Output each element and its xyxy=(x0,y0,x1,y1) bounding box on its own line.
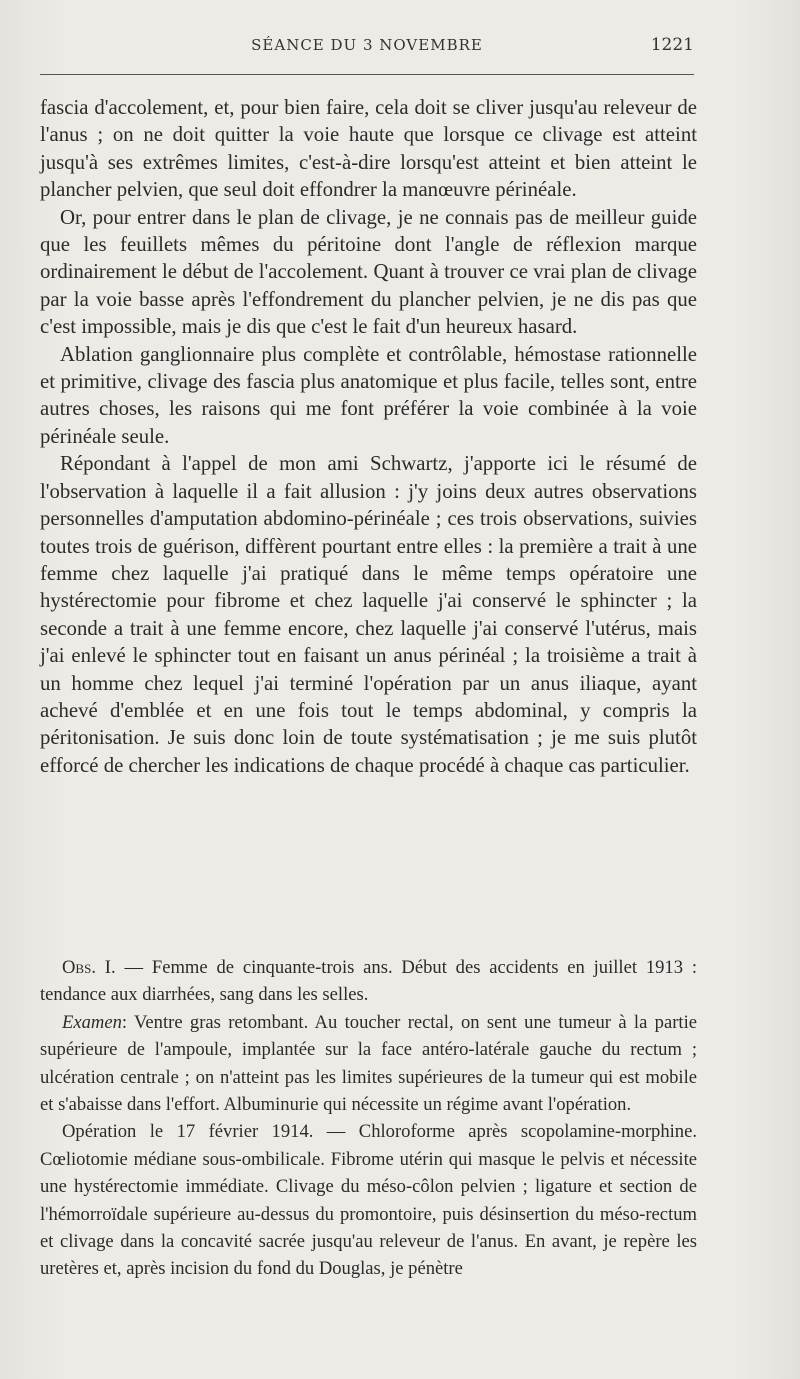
exam-text: : Ventre gras retombant. Au toucher rectal, on sent une tumeur à la partie supérieure de l'ampoule, implantée sur la face antéro-latérale gauche du rectum ; ulcération centrale ; on n'atteint pas les limites supérieures de la tumeur qui est mobile et s'abaisse dans l'effort. Albuminurie qui nécessite un régime avant l'opération. xyxy=(40,1011,697,1116)
observation-intro xyxy=(40,954,697,1009)
exam-label: Examen xyxy=(62,1011,122,1033)
paragraph-3: Ablation ganglionnaire plus complète et contrôlable, hémostase rationnelle et primitive, clivage des fascia plus anatomique et plus facile, telles sont, entre autres choses, les raisons qui me font préférer la voie combinée à la voie périnéale seule. xyxy=(40,342,697,448)
observation-section xyxy=(40,954,697,1283)
header-rule xyxy=(40,74,694,75)
paragraph-4: Répondant à l'appel de mon ami Schwartz, j'apporte ici le résumé de l'observation à laquelle il a fait allusion : j'y joins deux autres observations personnelles d'amputation abdomino-périnéale ; ces trois observations, suivies toutes trois de guérison, diffèrent pourtant entre elles : la première a trait à une femme chez laquelle j'ai pratiqué dans le même temps opératoire une hystérectomie pour fibrome et chez laquelle j'ai conservé le sphincter ; la seconde a trait à une femme encore, chez laquelle j'ai conservé l'utérus, mais j'ai enlevé le sphincter tout en faisant un anus périnéal ; la troisième a trait à un homme chez lequel j'ai terminé l'opération par un anus iliaque, ayant achevé d'emblée et en une fois tout le temps abdominal, y compris la péritonisation. Je suis donc loin de toute systématisation ; je me suis plutôt efforcé de chercher les indications de chaque procédé à chaque cas particulier. xyxy=(40,452,697,777)
observation-exam xyxy=(40,1009,697,1119)
main-text xyxy=(40,94,697,779)
page-header xyxy=(40,36,694,60)
paragraph-2: Or, pour entrer dans le plan de clivage, je ne connais pas de meilleur guide que les feuillets mêmes du péritoine dont l'angle de réflexion marque ordinairement le début de l'accolement. Quant à trouver ce vrai plan de clivage par la voie basse après l'effondrement du plancher pelvien, je ne dis pas que c'est impossible, mais je dis que c'est le fait d'un heureux hasard. xyxy=(40,205,697,339)
page-number: 1221 xyxy=(650,35,694,55)
observation-label: Obs. I. xyxy=(62,957,116,978)
running-title: SÉANCE DU 3 NOVEMBRE xyxy=(251,36,483,54)
observation-intro-text: — Femme de cinquante-trois ans. Début des accidents en juillet 1913 : tendance aux diarrhées, sang dans les selles. xyxy=(40,957,697,1006)
paragraph-1: fascia d'accolement, et, pour bien faire, cela doit se cliver jusqu'au releveur de l'anus ; on ne doit quitter la voie haute que lorsque ce clivage est atteint jusqu'à ses extrêmes limites, c'est-à-dire lorsqu'est atteint et bien atteint le plancher pelvien, que seul doit effondrer la manœuvre périnéale. xyxy=(40,96,697,202)
observation-operation: Opération le 17 février 1914. — Chloroforme après scopolamine-morphine. Cœliotomie médiane sous-ombilicale. Fibrome utérin qui masque le pelvis et nécessite une hystérectomie immédiate. Clivage du méso-côlon pelvien ; ligature et section de l'hémorroïdale supérieure au-dessus du promontoire, puis désinsertion du méso-rectum et clivage dans la concavité sacrée jusqu'au releveur de l'anus. En avant, je repère les uretères et, après incision du fond du Douglas, je pénètre xyxy=(40,1121,697,1280)
